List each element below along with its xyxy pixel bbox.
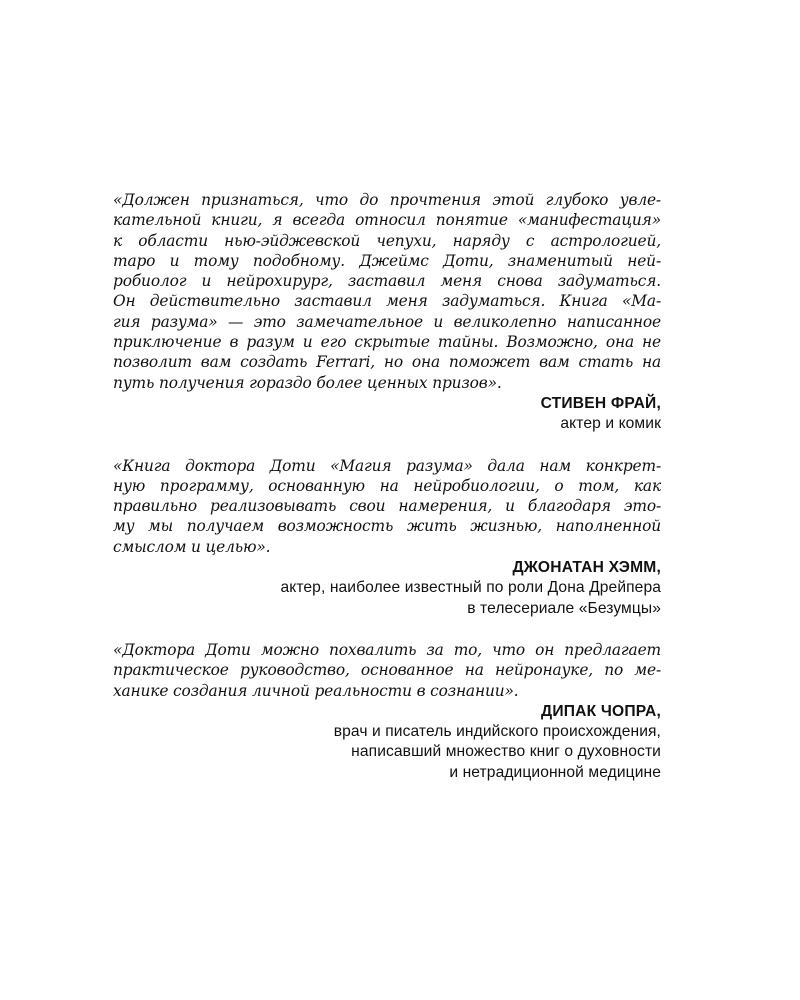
quote-line: путь получения гораздо более ценных призов». [113, 373, 502, 392]
quote-line: «Доктора Доти можно похвалить за то, что он предлагает [113, 640, 661, 659]
quote-text [113, 456, 661, 557]
author-name: ДЖОНАТАН ХЭММ, [512, 559, 661, 577]
quote-line: приключение в разум и его скрытые тайны. Возможно, она не [113, 333, 661, 352]
quote-text [113, 190, 661, 393]
testimonial-1 [113, 190, 661, 435]
quote-line: практическое руководство, основанное на нейронауке, по ме- [113, 661, 661, 680]
quote-line: позволит вам создать Ferrari, но она поможет вам стать на [113, 353, 661, 372]
author-role: врач и писатель индийского происхождения, [333, 723, 661, 741]
author-role: в телесериале «Безумцы» [467, 599, 661, 617]
author-role: актер, наиболее известный по роли Дона Дрейпера [280, 579, 661, 597]
testimonial-2 [113, 456, 661, 619]
author-role: актер и комик [560, 415, 661, 433]
quote-line: кательной книги, я всегда относил понятие «манифестация» [113, 211, 661, 230]
quote-line: ханике создания личной реальности в сознании». [113, 681, 519, 700]
quote-line: Он действительно заставил меня задуматься. Книга «Ма- [113, 292, 661, 311]
quote-line: правильно реализовывать свои намерения, и благодаря это- [113, 497, 661, 516]
testimonials-page [113, 190, 661, 783]
author-role: и нетрадиционной медицине [449, 763, 661, 781]
quote-line: гия разума» — это замечательное и великолепно написанное [113, 312, 661, 331]
testimonial-3 [113, 640, 661, 783]
quote-line: к области нью-эйджевской чепухи, наряду с астрологией, [113, 231, 661, 250]
quote-line: му мы получаем возможность жить жизнью, наполненной [113, 517, 661, 536]
quote-line: смыслом и целью». [113, 537, 271, 556]
quote-line: «Книга доктора Доти «Магия разума» дала нам конкрет- [113, 456, 661, 475]
author-name: СТИВЕН ФРАЙ, [540, 394, 661, 412]
quote-text [113, 640, 661, 701]
quote-line: ную программу, основанную на нейробиологии, о том, как [113, 476, 661, 495]
author-name: ДИПАК ЧОПРА, [541, 702, 661, 720]
quote-line: «Должен признаться, что до прочтения этой глубоко увле- [113, 191, 661, 209]
author-role: написавший множество книг о духовности [351, 743, 661, 761]
quote-line: таро и тому подобному. Джеймс Доти, знаменитый ней- [113, 251, 661, 270]
quote-line: робиолог и нейрохирург, заставил меня снова задуматься. [113, 272, 661, 291]
